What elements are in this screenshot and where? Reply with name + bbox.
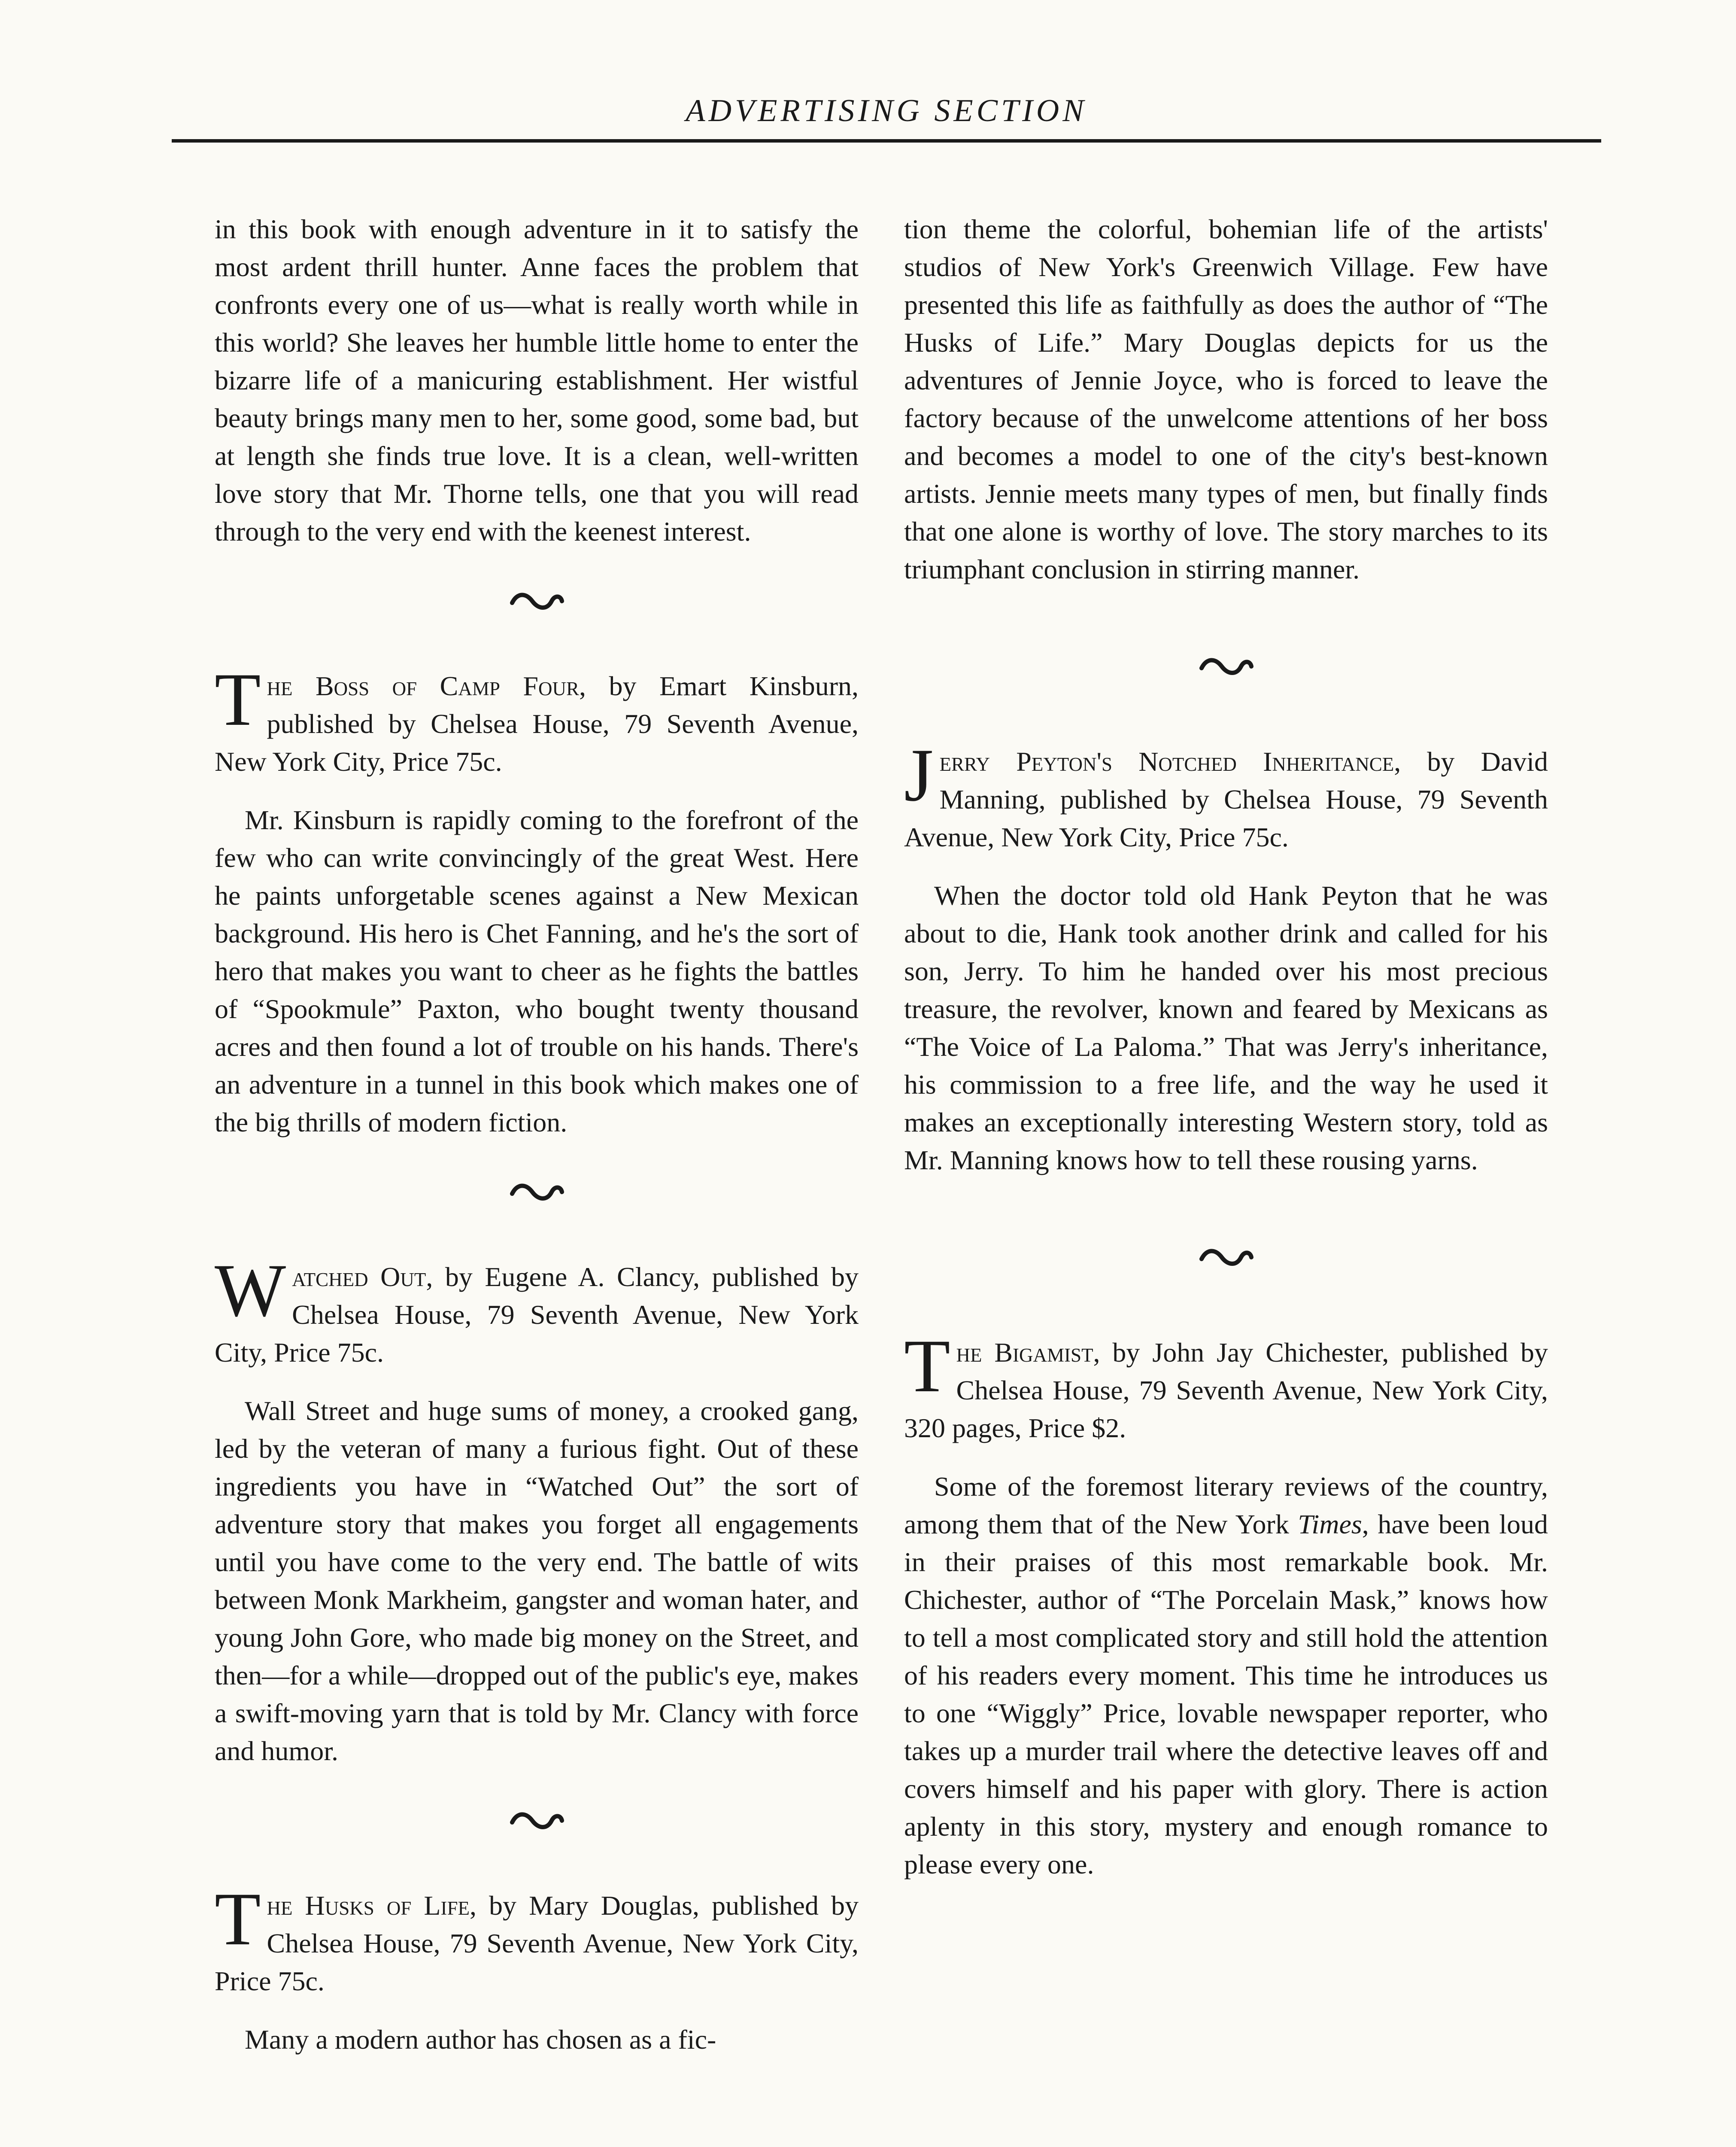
- book-details: by Mary Douglas, published by Chelsea House, 79 Seventh Avenue, New York City, Price 75c.: [215, 1890, 859, 1996]
- book-review: When the doctor told old Hank Peyton that he was about to die, Hank took another drink and called for his son, Jerry. To him he handed over his most precious treasure, the revolver, known and feared by Mexicans as “The Voice of La Paloma.” That was Jerry's inheritance, his commission to a free life, and the way he used it makes an exceptionally interesting Western story, told as Mr. Manning knows how to tell these rousing yarns.: [904, 880, 1548, 1175]
- book-title: erry Peyton's Notched Inheritance,: [939, 746, 1401, 777]
- book-title-watched-out: [215, 1249, 859, 1372]
- dropcap: T: [215, 1877, 261, 1961]
- book-title: he Bigamist,: [956, 1337, 1100, 1368]
- book-title-husks-of-life: [215, 1877, 859, 2000]
- ornament-divider-icon: [904, 1231, 1548, 1282]
- ornament-divider-icon: [904, 640, 1548, 691]
- dropcap: J: [904, 733, 934, 817]
- book-review: [904, 1468, 1548, 1883]
- book-title: he Husks of Life,: [267, 1890, 476, 1921]
- right-column: [904, 210, 1548, 1883]
- book-title: atched Out,: [292, 1262, 433, 1292]
- dropcap: W: [215, 1249, 286, 1332]
- review-italic-text: Times: [1298, 1509, 1362, 1539]
- left-column: [215, 210, 859, 2059]
- header-rule: [172, 139, 1601, 143]
- book-title-jerry-peyton: [904, 733, 1548, 856]
- intro-continued-text: in this book with enough adventure in it to satisfy the most ardent thrill hunter. Anne faces the problem that confronts every one of us—what is really worth while in this world? She leaves her humble little home to enter the bizarre life of a manicuring establishment. Her wistful beauty brings many men to her, some good, some bad, but at length she finds true love. It is a clean, well-written love story that Mr. Thorne tells, one that you will read through to the very end with the keenest interest.: [215, 214, 859, 547]
- book-details: by David Manning, published by Chelsea House, 79 Seventh Avenue, New York City, Price 75c.: [904, 746, 1548, 852]
- review-text: , have been loud in their praises of this most remarkable book. Mr. Chichester, author of “The Porcelain Mask,” knows how to tell a most complicated story and still hold the attention of his readers every moment. This time he introduces us to one “Wiggly” Price, lovable newspaper reporter, who takes up a murder trail where the detective leaves off and covers himself and his paper with glory. There is action aplenty in this story, mystery and enough romance to please every one.: [904, 1509, 1548, 1879]
- book-review: Many a modern author has chosen as a fic-: [245, 2024, 716, 2055]
- book-details: by Emart Kinsburn, published by Chelsea House, 79 Seventh Avenue, New York City, Price 75c.: [215, 671, 859, 777]
- section-header: ADVERTISING SECTION: [686, 93, 1087, 128]
- book-details: by Eugene A. Clancy, published by Chelsea House, 79 Seventh Avenue, New York City, Price 75c.: [215, 1262, 859, 1368]
- ornament-divider-icon: [215, 575, 859, 626]
- dropcap: T: [215, 658, 261, 742]
- review-text: Some of the foremost literary reviews of the country, among them that of the New York: [904, 1471, 1548, 1539]
- ornament-divider-icon: [215, 1794, 859, 1846]
- book-details: by John Jay Chichester, published by Chelsea House, 79 Seventh Avenue, New York City, 320 pages, Price $2.: [904, 1337, 1548, 1443]
- book-title: he Boss of Camp Four,: [267, 671, 586, 701]
- husks-review-continued: tion theme the colorful, bohemian life of the artists' studios of New York's Greenwich Village. Few have presented this life as faithfully as does the author of “The Husks of Life.” Mary Douglas depicts for us the adventures of Jennie Joyce, who is forced to leave the factory because of the unwelcome attentions of her boss and becomes a model to one of the city's best-known artists. Jennie meets many types of men, but finally finds that one alone is worthy of love. The story marches to its triumphant conclusion in stirring manner.: [904, 214, 1548, 584]
- dropcap: T: [904, 1324, 950, 1408]
- book-title-boss-of-camp-four: [215, 658, 859, 781]
- book-review: Mr. Kinsburn is rapidly coming to the forefront of the few who can write convincingly of the great West. Here he paints unforgetable scenes against a New Mexican background. His hero is Chet Fanning, and he's the sort of hero that makes you want to cheer as he fights the battles of “Spookmule” Paxton, who bought twenty thousand acres and then found a lot of trouble on his hands. There's an adventure in a tunnel in this book which makes one of the big thrills of modern fiction.: [215, 805, 859, 1137]
- book-review: Wall Street and huge sums of money, a crooked gang, led by the veteran of many a furious fight. Out of these ingredients you have in “Watched Out” the sort of adventure story that makes you forget all engagements until you have come to the very end. The battle of wits between Monk Markheim, gangster and woman hater, and young John Gore, who made big money on the Street, and then—for a while—dropped out of the public's eye, makes a swift-moving yarn that is told by Mr. Clancy with force and humor.: [215, 1396, 859, 1766]
- ornament-divider-icon: [215, 1165, 859, 1217]
- book-title-bigamist: [904, 1324, 1548, 1447]
